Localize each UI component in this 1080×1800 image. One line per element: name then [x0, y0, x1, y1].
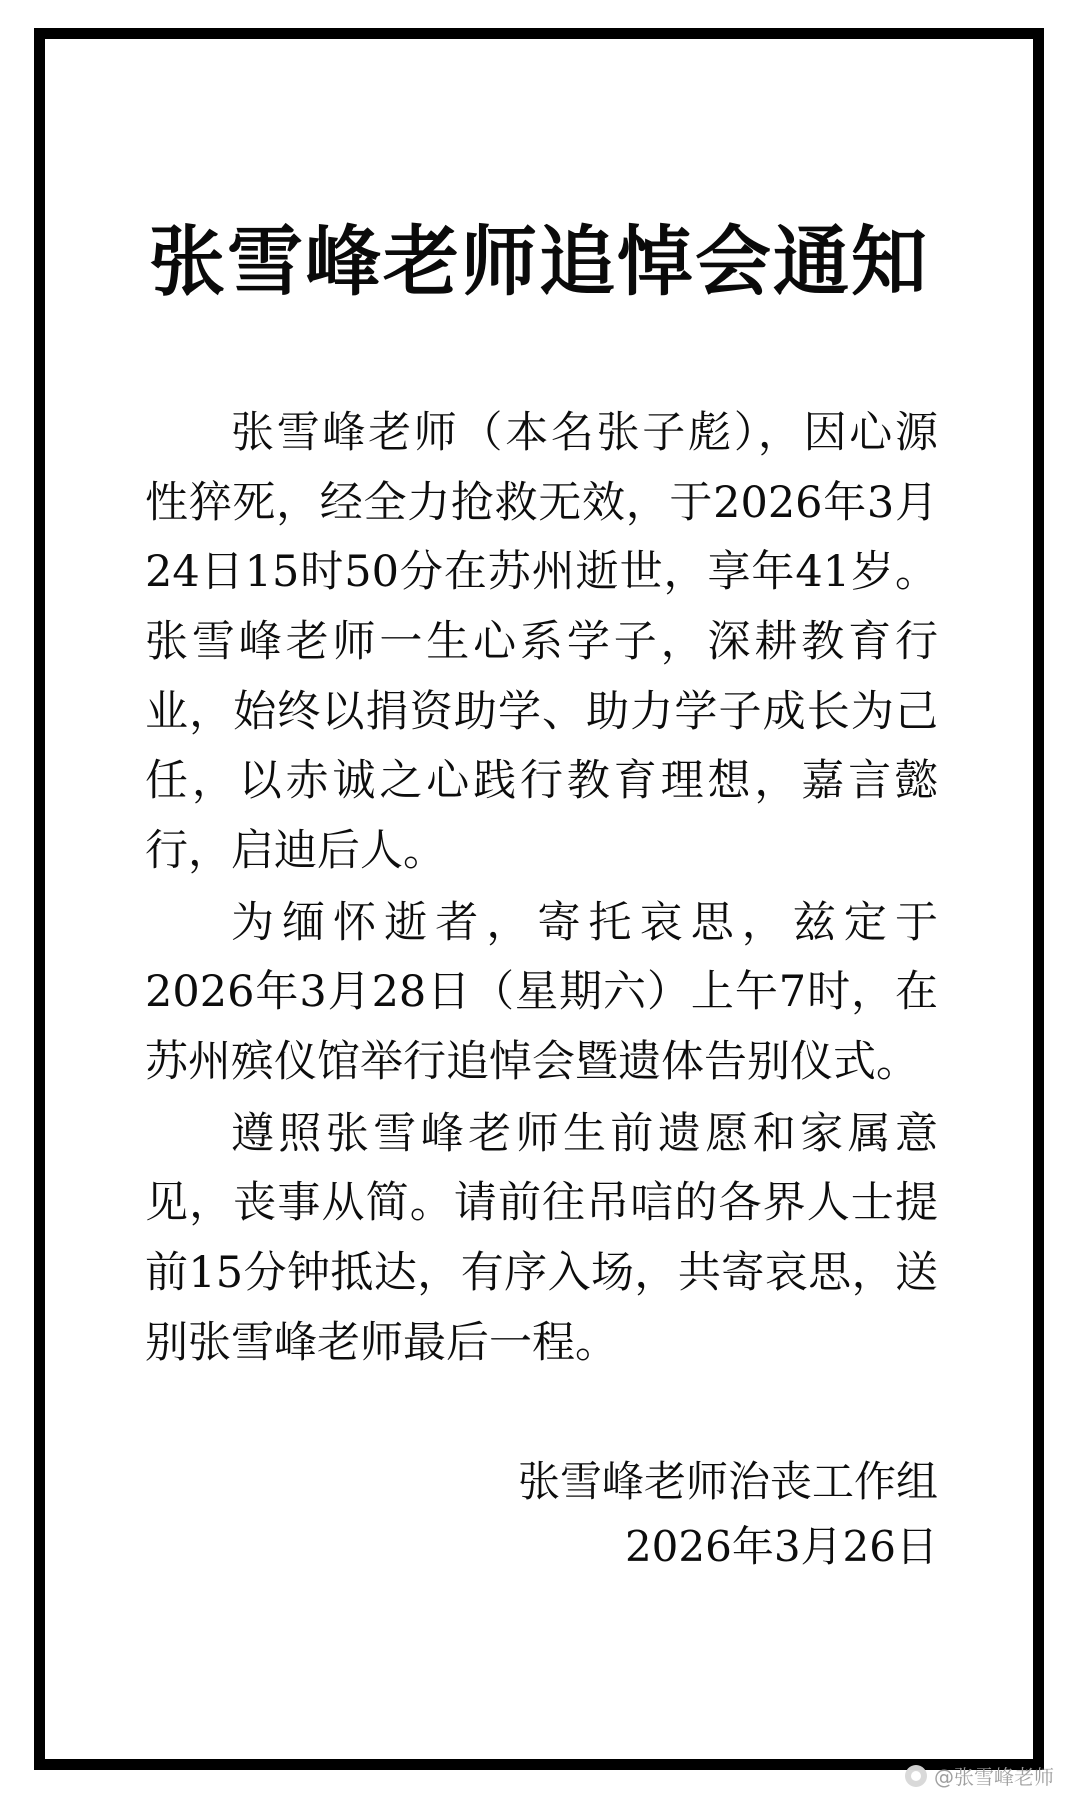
- document-content: [45, 39, 1033, 1759]
- notice-paragraph-3: 遵照张雪峰老师生前遗愿和家属意见，丧事从简。请前往吊唁的各界人士提前15分钟抵达，有序入场，共寄哀思，送别张雪峰老师最后一程。: [145, 1108, 938, 1368]
- document-border-frame: [34, 28, 1044, 1770]
- weibo-icon: [905, 1765, 927, 1787]
- signature-organization: 张雪峰老师治丧工作组: [517, 1456, 938, 1506]
- notice-paragraph-2: 为缅怀逝者，寄托哀思，兹定于2026年3月28日（星期六）上午7时，在苏州殡仪馆举行追悼会暨遗体告别仪式。: [145, 897, 938, 1087]
- signature-date: 2026年3月26日: [624, 1521, 938, 1571]
- page-title: 张雪峰老师追悼会通知: [149, 216, 929, 306]
- notice-body: [145, 399, 938, 1380]
- notice-paragraph-1: 张雪峰老师（本名张子彪），因心源性猝死，经全力抢救无效，于2026年3月24日15时50分在苏州逝世，享年41岁。张雪峰老师一生心系学子，深耕教育行业，始终以捐资助学、助力学子成长为己任，以赤诚之心践行教育理想，嘉言懿行，启迪后人。: [145, 408, 938, 876]
- watermark: [905, 1761, 1054, 1790]
- watermark-handle: @张雪峰老师: [934, 1765, 1054, 1789]
- signature-block: [518, 1449, 938, 1579]
